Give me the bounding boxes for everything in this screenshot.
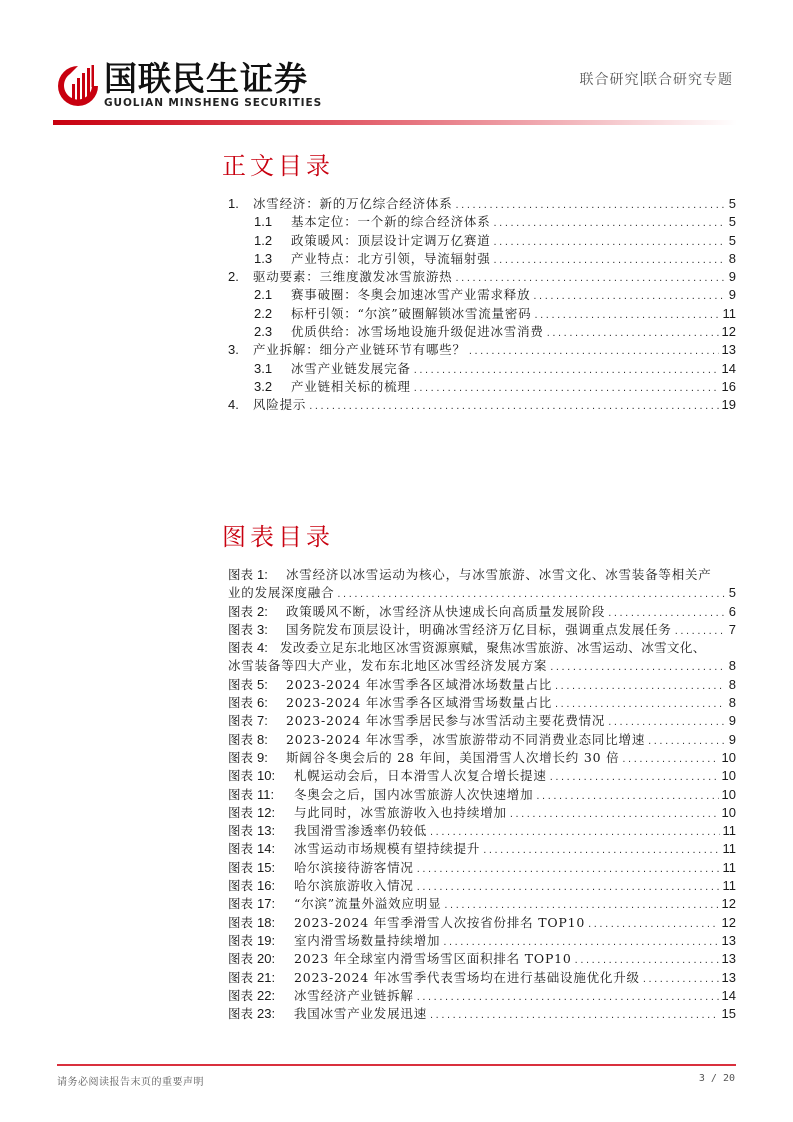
guolian-minsheng-logo-icon: [56, 64, 100, 108]
dot-leader: [417, 860, 720, 878]
figure-entry[interactable]: [228, 859, 736, 877]
figure-entry-title: 冰雪经济以冰雪运动为核心，与冰雪旅游、冰雪文化、冰雪装备等相关产: [286, 567, 712, 582]
toc-entry[interactable]: [228, 250, 736, 268]
toc-entry-title: 风险提示: [253, 397, 307, 413]
figure-entry-page: 5: [728, 585, 736, 601]
table-of-contents: [228, 195, 736, 415]
toc-entry[interactable]: [228, 305, 736, 323]
toc-entry-title: 产业链相关标的梳理: [291, 378, 411, 394]
figure-entry-title: 哈尔滨接待游客情况: [294, 859, 414, 875]
figure-entry-title: 与此同时，冰雪旅游收入也持续增加: [294, 804, 507, 820]
toc-entry-number: 2.1: [254, 287, 273, 303]
dot-leader: [675, 622, 725, 640]
figure-label: 图表 17:: [228, 896, 276, 912]
toc-title: 正文目录: [222, 152, 334, 180]
figure-entry-title: 发改委立足东北地区冰雪资源禀赋，聚焦冰雪旅游、冰雪运动、冰雪文化、: [280, 640, 706, 656]
dot-leader: [510, 805, 719, 823]
figure-entry-title: 室内滑雪场数量持续增加: [294, 932, 441, 948]
dot-leader: [643, 970, 719, 988]
figure-entry-title: 2023-2024 年冰雪季居民参与冰雪活动主要花费情况: [286, 713, 606, 729]
figure-entry[interactable]: [228, 603, 736, 621]
toc-entry[interactable]: [228, 286, 736, 304]
dot-leader: [494, 251, 725, 269]
header-divider: [53, 120, 737, 125]
figure-label: 图表 8:: [228, 731, 268, 747]
figure-entry-page: 11: [722, 878, 736, 894]
toc-entry-title: 政策暖风：顶层设计定调万亿赛道: [291, 232, 491, 248]
figure-entry[interactable]: [228, 895, 736, 913]
dot-leader: [414, 379, 719, 397]
figure-label: 图表 4:: [228, 640, 268, 656]
figure-label: 图表 22:: [228, 987, 276, 1003]
dot-leader: [550, 768, 719, 786]
figure-entry-title-cont: 业的发展深度融合: [228, 585, 335, 601]
toc-entry-number: 2.3: [254, 324, 273, 340]
dot-leader: [648, 732, 725, 750]
figure-entry-page: 10: [721, 768, 736, 784]
figure-entry[interactable]: [228, 786, 736, 804]
dot-leader: [337, 585, 725, 603]
figure-entry-title: 我国冰雪产业发展迅速: [294, 1006, 428, 1022]
toc-entry-title: 基本定位：一个新的综合经济体系: [291, 214, 491, 230]
figure-entry[interactable]: [228, 749, 736, 767]
dot-leader: [456, 269, 725, 287]
dot-leader: [536, 787, 718, 805]
dot-leader: [608, 713, 725, 731]
toc-entry-page: 12: [721, 324, 736, 340]
toc-entry-title: 标杆引领：“尔滨”破圈解锁冰雪流量密码: [291, 305, 532, 321]
figure-entry[interactable]: [228, 804, 736, 822]
figure-entry[interactable]: [228, 566, 736, 603]
figure-label: 图表 7:: [228, 713, 268, 729]
figure-entry[interactable]: [228, 767, 736, 785]
figure-entry[interactable]: [228, 969, 736, 987]
figure-entry-title: 2023-2024 年冰雪季各区域滑雪场数量占比: [286, 695, 553, 711]
figure-entry[interactable]: [228, 731, 736, 749]
figure-label: 图表 23:: [228, 1006, 276, 1022]
dot-leader: [444, 896, 718, 914]
figure-entry-title: 政策暖风不断，冰雪经济从快速成长向高质量发展阶段: [286, 603, 606, 619]
dot-leader: [456, 196, 725, 214]
toc-entry-page: 13: [721, 342, 736, 358]
figure-entry-title: 2023-2024 年冰雪季，冰雪旅游带动不同消费业态同比增速: [286, 731, 646, 747]
toc-entry-number: 3.: [228, 342, 239, 358]
dot-leader: [534, 306, 719, 324]
toc-entry-page: 8: [728, 250, 736, 266]
toc-entry-page: 5: [728, 214, 736, 230]
figure-entry-title: 哈尔滨旅游收入情况: [294, 878, 414, 894]
figure-label: 图表 20:: [228, 951, 276, 967]
figure-entry[interactable]: [228, 840, 736, 858]
toc-entry-number: 4.: [228, 397, 239, 413]
figure-entry-page: 13: [721, 969, 736, 985]
toc-entry-number: 2.2: [254, 305, 273, 321]
figure-entry-page: 10: [721, 786, 736, 802]
figure-entry-page: 13: [721, 932, 736, 948]
figure-entry[interactable]: [228, 639, 736, 676]
toc-entry-number: 1.: [228, 196, 239, 211]
toc-entry-page: 5: [728, 196, 736, 211]
toc-entry-title: 冰雪产业链发展完备: [291, 360, 411, 376]
dot-leader: [494, 233, 725, 251]
figure-entry-page: 8: [728, 695, 736, 711]
category-left: 联合研究: [579, 72, 640, 88]
dot-leader: [430, 1006, 719, 1024]
dot-leader: [417, 988, 719, 1006]
report-category: [580, 69, 734, 89]
dot-leader: [555, 695, 725, 713]
figure-label: 图表 6:: [228, 695, 268, 711]
toc-entry-page: 19: [721, 397, 736, 413]
toc-entry-title: 驱动要素：三维度激发冰雪旅游热: [253, 269, 453, 285]
figure-label: 图表 1:: [228, 567, 268, 582]
figure-entry-page: 10: [721, 804, 736, 820]
toc-entry-number: 1.1: [254, 214, 273, 230]
figure-label: 图表 13:: [228, 823, 276, 839]
figure-entry-title: 冰雪运动市场规模有望持续提升: [294, 841, 481, 857]
toc-entry-page: 9: [728, 287, 736, 303]
figure-entry-page: 6: [728, 603, 736, 619]
toc-entry[interactable]: [228, 396, 736, 414]
toc-entry-title: 冰雪经济：新的万亿综合经济体系: [253, 196, 453, 211]
figure-entry-title: 冰雪经济产业链拆解: [294, 987, 414, 1003]
figure-entry[interactable]: [228, 950, 736, 968]
figure-entry-page: 8: [728, 658, 736, 674]
toc-entry[interactable]: [228, 378, 736, 396]
toc-entry[interactable]: [228, 232, 736, 250]
figure-entry[interactable]: [228, 914, 736, 932]
figure-entry[interactable]: [228, 987, 736, 1005]
figure-label: 图表 5:: [228, 676, 268, 692]
figure-entry-page: 7: [728, 621, 736, 637]
dot-leader: [483, 841, 719, 859]
figure-entry-title-cont: 冰雪装备等四大产业，发布东北地区冰雪经济发展方案: [228, 658, 548, 674]
figure-entry[interactable]: [228, 694, 736, 712]
figure-entry[interactable]: [228, 1005, 736, 1023]
figure-entry-page: 15: [721, 1006, 736, 1022]
dot-leader: [575, 951, 719, 969]
figure-entry-page: 11: [722, 841, 736, 857]
figure-label: 图表 19:: [228, 932, 276, 948]
figure-entry[interactable]: [228, 712, 736, 730]
toc-entry-title: 产业特点：北方引领，导流辐射强: [291, 250, 491, 266]
toc-entry-number: 2.: [228, 269, 239, 285]
figure-entry-page: 12: [721, 914, 736, 930]
figure-label: 图表 21:: [228, 969, 276, 985]
figure-label: 图表 18:: [228, 914, 276, 930]
figure-entry-title: 2023 年全球室内滑雪场雪区面积排名 TOP10: [294, 951, 572, 967]
category-right: 联合研究专题: [643, 72, 733, 88]
toc-entry[interactable]: [228, 213, 736, 231]
toc-entry[interactable]: [228, 268, 736, 286]
figure-label: 图表 10:: [228, 768, 276, 784]
figure-label: 图表 9:: [228, 749, 268, 765]
dot-leader: [414, 361, 719, 379]
figure-label: 图表 16:: [228, 878, 276, 894]
dot-leader: [443, 933, 718, 951]
category-separator: [641, 71, 643, 86]
brand-name-en: GUOLIAN MINSHENG SECURITIES: [104, 97, 323, 109]
figure-entry-title: 札幌运动会后，日本滑雪人次复合增长提速: [294, 768, 547, 784]
figure-list-title: 图表目录: [222, 523, 334, 551]
toc-entry[interactable]: [228, 341, 736, 359]
figure-entry-page: 14: [721, 987, 736, 1003]
figure-label: 图表 11:: [228, 786, 275, 802]
figure-entry-page: 11: [722, 823, 736, 839]
toc-entry[interactable]: [228, 195, 736, 213]
dot-leader: [550, 658, 725, 676]
toc-entry[interactable]: [228, 360, 736, 378]
toc-entry-number: 3.1: [254, 360, 273, 376]
toc-entry-title: 产业拆解：细分产业链环节有哪些？: [253, 342, 466, 358]
toc-entry-title: 优质供给：冰雪场地设施升级促进冰雪消费: [291, 324, 544, 340]
page-number: 3 / 20: [698, 1073, 735, 1084]
figure-label: 图表 3:: [228, 621, 268, 637]
figure-label: 图表 2:: [228, 603, 268, 619]
figure-label: 图表 12:: [228, 804, 276, 820]
figure-entry-title: 冬奥会之后，国内冰雪旅游人次快速增加: [294, 786, 534, 802]
figure-entry-title: 我国滑雪渗透率仍较低: [294, 823, 428, 839]
toc-entry-number: 1.2: [254, 232, 273, 248]
toc-entry-page: 14: [721, 360, 736, 376]
dot-leader: [547, 324, 719, 342]
figure-entry-page: 9: [728, 731, 736, 747]
footer-disclaimer: 请务必阅读报告末页的重要声明: [57, 1077, 204, 1088]
figure-entry-title: 斯阔谷冬奥会后的 28 年间，美国滑雪人次增长约 30 倍: [286, 749, 620, 765]
figure-entry-page: 11: [722, 859, 736, 875]
figure-entry-title: “尔滨”流量外溢效应明显: [294, 896, 442, 912]
list-of-figures: [228, 566, 736, 1023]
dot-leader: [417, 878, 720, 896]
dot-leader: [588, 915, 718, 933]
figure-entry[interactable]: [228, 822, 736, 840]
dot-leader: [430, 823, 719, 841]
figure-entry[interactable]: [228, 621, 736, 639]
toc-entry-page: 9: [728, 269, 736, 285]
figure-label: 图表 14:: [228, 841, 276, 857]
figure-entry[interactable]: [228, 877, 736, 895]
footer-divider: [57, 1064, 736, 1066]
figure-entry-title: 2023-2024 年冰雪季代表雪场均在进行基础设施优化升级: [294, 969, 640, 985]
figure-entry-title: 国务院发布顶层设计，明确冰雪经济万亿目标，强调重点发展任务: [286, 621, 672, 637]
page-header: [0, 0, 793, 130]
dot-leader: [309, 397, 718, 415]
figure-entry[interactable]: [228, 932, 736, 950]
figure-label: 图表 15:: [228, 859, 276, 875]
toc-entry-page: 16: [721, 378, 736, 394]
dot-leader: [494, 214, 725, 232]
figure-entry-title: 2023-2024 年雪季滑雪人次按省份排名 TOP10: [294, 914, 586, 930]
figure-entry-page: 10: [721, 749, 736, 765]
dot-leader: [622, 750, 718, 768]
toc-entry-title: 赛事破圈：冬奥会加速冰雪产业需求释放: [291, 287, 531, 303]
figure-entry-page: 8: [728, 676, 736, 692]
figure-entry-page: 12: [721, 896, 736, 912]
toc-entry-number: 1.3: [254, 250, 273, 266]
figure-entry[interactable]: [228, 676, 736, 694]
toc-entry-page: 5: [728, 232, 736, 248]
toc-entry-page: 11: [722, 305, 736, 321]
dot-leader: [555, 677, 725, 695]
dot-leader: [469, 342, 719, 360]
dot-leader: [533, 287, 725, 305]
figure-entry-page: 13: [721, 951, 736, 967]
figure-entry-page: 9: [728, 713, 736, 729]
toc-entry[interactable]: [228, 323, 736, 341]
toc-entry-number: 3.2: [254, 378, 273, 394]
dot-leader: [608, 604, 725, 622]
brand-name-cn: 国联民生证券: [104, 59, 308, 98]
figure-entry-title: 2023-2024 年冰雪季各区域滑冰场数量占比: [286, 676, 553, 692]
